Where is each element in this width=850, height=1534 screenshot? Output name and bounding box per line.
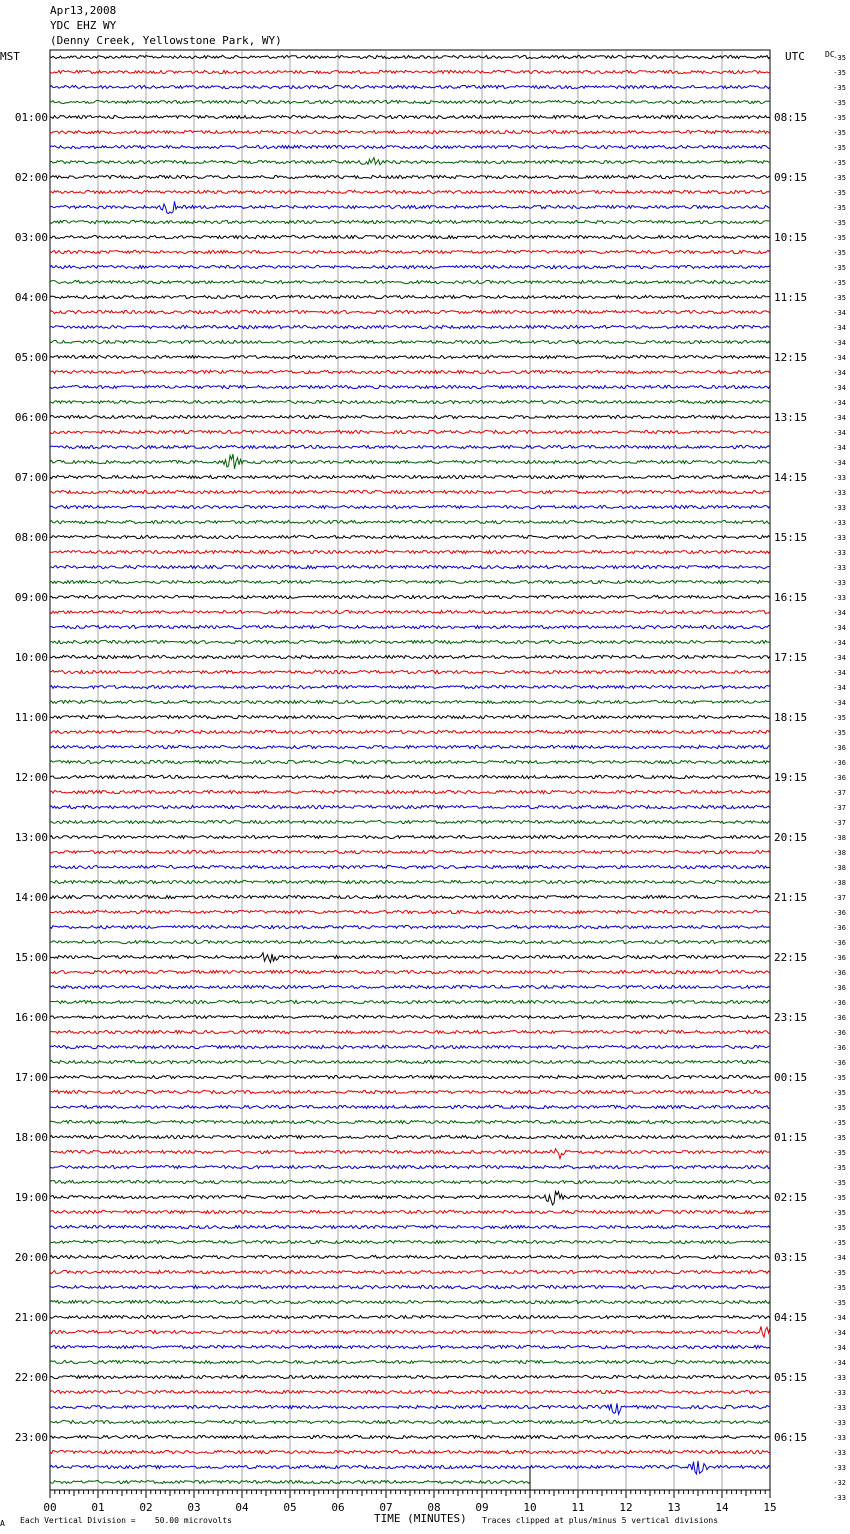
trace-line (50, 265, 770, 268)
trace-line (50, 430, 770, 433)
utc-time-label: 20:15 (774, 831, 808, 844)
dc-offset-label: -35 (833, 1209, 846, 1217)
trace-line (50, 235, 770, 238)
trace-line (50, 280, 770, 283)
trace-line (50, 475, 770, 478)
trace-line (50, 340, 770, 343)
dc-offset-label: -34 (833, 1254, 846, 1262)
trace-line (50, 730, 770, 733)
utc-time-label: 12:15 (774, 351, 808, 364)
plot-date: Apr13,2008 (50, 4, 117, 17)
trace-line (50, 595, 770, 598)
mst-axis-title: MST (0, 50, 20, 63)
trace-line (50, 1326, 770, 1337)
dc-offset-label: -33 (833, 1404, 846, 1412)
dc-offset-label: -33 (833, 504, 846, 512)
dc-offset-label: -33 (833, 1449, 846, 1457)
utc-time-label: 17:15 (774, 651, 808, 664)
trace-line (50, 625, 770, 628)
mst-time-label: 23:00 (14, 1431, 48, 1444)
x-tick-label: 10 (523, 1501, 537, 1514)
dc-offset-label: -34 (833, 309, 846, 317)
dc-offset-label: -36 (833, 759, 846, 767)
dc-offset-label: -35 (833, 1194, 846, 1202)
dc-offset-label: -34 (833, 624, 846, 632)
dc-offset-label: -34 (833, 1344, 846, 1352)
utc-time-label: 03:15 (774, 1251, 808, 1264)
utc-time-label: 00:15 (774, 1071, 808, 1084)
dc-offset-label: -38 (833, 864, 846, 872)
trace-line (50, 400, 770, 403)
trace-line (50, 715, 770, 718)
mst-time-label: 21:00 (14, 1311, 48, 1324)
utc-time-label: 02:15 (774, 1191, 808, 1204)
dc-offset-label: -35 (833, 1134, 846, 1142)
dc-offset-label: -34 (833, 699, 846, 707)
mst-time-label: 02:00 (14, 171, 48, 184)
dc-offset-label: -35 (833, 1164, 846, 1172)
dc-offset-label: -35 (833, 144, 846, 152)
mst-time-label: 13:00 (14, 831, 48, 844)
utc-time-label: 06:15 (774, 1431, 808, 1444)
mst-time-label: 14:00 (14, 891, 48, 904)
trace-line (50, 145, 770, 148)
trace-line (50, 1120, 770, 1123)
x-tick-label: 01 (91, 1501, 105, 1514)
utc-time-label: 04:15 (774, 1311, 808, 1324)
trace-line (50, 454, 770, 469)
trace-line (50, 1210, 770, 1213)
dc-offset-label: -35 (833, 84, 846, 92)
trace-line (50, 201, 770, 213)
mst-time-label: 08:00 (14, 531, 48, 544)
mst-time-label: 17:00 (14, 1071, 48, 1084)
mst-time-label: 01:00 (14, 111, 48, 124)
x-tick-label: 02 (139, 1501, 153, 1514)
utc-time-label: 09:15 (774, 171, 808, 184)
dc-offset-title: DC (825, 50, 835, 59)
trace-line (50, 640, 770, 643)
clip-note: Traces clipped at plus/minus 5 vertical divisions (482, 1516, 719, 1525)
trace-line (50, 1240, 770, 1243)
trace-line (50, 880, 770, 883)
trace-line (50, 130, 770, 133)
utc-axis-title: UTC (785, 50, 805, 63)
x-tick-label: 12 (619, 1501, 633, 1514)
dc-offset-label: -35 (833, 174, 846, 182)
utc-time-label: 21:15 (774, 891, 808, 904)
dc-offset-label: -35 (833, 54, 846, 62)
utc-time-label: 01:15 (774, 1131, 808, 1144)
trace-line (50, 940, 770, 943)
trace-line (50, 985, 770, 988)
trace-line (50, 85, 770, 88)
trace-line (50, 1000, 770, 1003)
utc-time-label: 23:15 (774, 1011, 808, 1024)
dc-offset-label: -36 (833, 1014, 846, 1022)
dc-offset-label: -38 (833, 849, 846, 857)
trace-line (50, 685, 770, 688)
trace-line (50, 745, 770, 748)
x-tick-label: 00 (43, 1501, 57, 1514)
trace-line (50, 175, 770, 178)
dc-offset-label: -34 (833, 399, 846, 407)
utc-time-label: 11:15 (774, 291, 808, 304)
dc-offset-label: -35 (833, 1269, 846, 1277)
x-tick-label: 05 (283, 1501, 297, 1514)
trace-line (50, 1045, 770, 1048)
dc-offset-label: -36 (833, 999, 846, 1007)
trace-line (50, 925, 770, 928)
mst-time-label: 15:00 (14, 951, 48, 964)
trace-line (50, 1403, 770, 1414)
dc-offset-label: -37 (833, 819, 846, 827)
dc-offset-label: -35 (833, 1089, 846, 1097)
dc-offset-label: -35 (833, 234, 846, 242)
x-tick-label: 09 (475, 1501, 489, 1514)
dc-offset-label: -34 (833, 1329, 846, 1337)
dc-offset-label: -34 (833, 669, 846, 677)
dc-offset-label: -36 (833, 969, 846, 977)
trace-line (50, 535, 770, 538)
trace-line (50, 910, 770, 913)
dc-offset-label: -35 (833, 1104, 846, 1112)
dc-offset-label: -34 (833, 369, 846, 377)
trace-line (50, 970, 770, 973)
mst-time-label: 03:00 (14, 231, 48, 244)
trace-line (50, 1075, 770, 1078)
dc-offset-label: -35 (833, 279, 846, 287)
mst-time-label: 12:00 (14, 771, 48, 784)
dc-offset-label: -33 (833, 1374, 846, 1382)
mst-time-label: 11:00 (14, 711, 48, 724)
trace-line (50, 385, 770, 388)
dc-offset-label: -34 (833, 1359, 846, 1367)
dc-offset-label: -36 (833, 939, 846, 947)
trace-line (50, 835, 770, 838)
dc-offset-label: -35 (833, 99, 846, 107)
utc-time-label: 13:15 (774, 411, 808, 424)
dc-offset-label: -33 (833, 549, 846, 557)
trace-line (50, 520, 770, 523)
dc-offset-label: -34 (833, 414, 846, 422)
trace-line (50, 158, 770, 165)
trace-line (50, 1135, 770, 1138)
dc-offset-label: -33 (833, 534, 846, 542)
dc-offset-label: -34 (833, 324, 846, 332)
trace-line (50, 325, 770, 328)
dc-offset-label: -33 (833, 519, 846, 527)
trace-line (50, 1420, 770, 1423)
trace-line (50, 415, 770, 418)
x-tick-label: 06 (331, 1501, 345, 1514)
mst-time-label: 22:00 (14, 1371, 48, 1384)
dc-offset-label: -36 (833, 774, 846, 782)
trace-line (50, 55, 770, 58)
mst-time-label: 07:00 (14, 471, 48, 484)
trace-line (50, 1375, 770, 1378)
utc-time-label: 08:15 (774, 111, 808, 124)
dc-offset-label: -36 (833, 984, 846, 992)
utc-time-label: 16:15 (774, 591, 808, 604)
dc-offset-label: -34 (833, 444, 846, 452)
dc-offset-label: -34 (833, 654, 846, 662)
dc-offset-label: -36 (833, 1044, 846, 1052)
dc-offset-label: -34 (833, 339, 846, 347)
trace-line (50, 190, 770, 193)
trace-line (50, 295, 770, 298)
x-tick-label: 04 (235, 1501, 249, 1514)
trace-line (50, 1030, 770, 1033)
dc-offset-label: -34 (833, 429, 846, 437)
trace-line (50, 115, 770, 118)
trace-line (50, 805, 770, 808)
dc-offset-label: -33 (833, 474, 846, 482)
trace-line (50, 1180, 770, 1183)
dc-offset-label: -35 (833, 1179, 846, 1187)
utc-time-label: 15:15 (774, 531, 808, 544)
trace-line (50, 865, 770, 868)
dc-offset-label: -35 (833, 204, 846, 212)
dc-offset-label: -35 (833, 714, 846, 722)
dc-offset-label: -38 (833, 879, 846, 887)
dc-offset-label: -35 (833, 264, 846, 272)
trace-line (50, 550, 770, 553)
dc-offset-label: -35 (833, 219, 846, 227)
dc-offset-label: -37 (833, 894, 846, 902)
utc-time-label: 05:15 (774, 1371, 808, 1384)
dc-offset-label: -34 (833, 1314, 846, 1322)
mst-time-label: 10:00 (14, 651, 48, 664)
trace-line (50, 70, 770, 73)
dc-offset-label: -33 (833, 1434, 846, 1442)
trace-line (50, 565, 770, 568)
dc-offset-label: -32 (833, 1479, 846, 1487)
trace-line (50, 1300, 770, 1303)
mst-time-label: 04:00 (14, 291, 48, 304)
dc-offset-label: -35 (833, 1239, 846, 1247)
trace-line (50, 1461, 770, 1474)
trace-line (50, 220, 770, 223)
trace-line (50, 1285, 770, 1288)
dc-offset-label: -35 (833, 1074, 846, 1082)
trace-line (50, 1105, 770, 1108)
trace-line (50, 1165, 770, 1168)
mst-time-label: 05:00 (14, 351, 48, 364)
station-location: (Denny Creek, Yellowstone Park, WY) (50, 34, 282, 47)
dc-offset-label: -36 (833, 1029, 846, 1037)
trace-line (50, 580, 770, 583)
dc-offset-label: -35 (833, 1149, 846, 1157)
dc-offset-label: -34 (833, 684, 846, 692)
dc-offset-label: -35 (833, 249, 846, 257)
dc-offset-label: -35 (833, 1119, 846, 1127)
x-tick-label: 03 (187, 1501, 201, 1514)
dc-offset-label: -38 (833, 834, 846, 842)
dc-offset-label: -36 (833, 744, 846, 752)
trace-line (50, 1090, 770, 1093)
mst-time-label: 16:00 (14, 1011, 48, 1024)
x-tick-label: 11 (571, 1501, 585, 1514)
trace-line (50, 250, 770, 253)
dc-offset-label: -35 (833, 1299, 846, 1307)
utc-time-label: 14:15 (774, 471, 808, 484)
x-tick-label: 15 (763, 1501, 777, 1514)
dc-offset-label: -35 (833, 189, 846, 197)
mst-time-label: 09:00 (14, 591, 48, 604)
utc-time-label: 22:15 (774, 951, 808, 964)
trace-line (50, 820, 770, 823)
dc-offset-label: -33 (833, 594, 846, 602)
dc-offset-label: -33 (833, 489, 846, 497)
trace-line (50, 953, 770, 963)
trace-line (50, 1060, 770, 1063)
trace-line (50, 700, 770, 703)
dc-offset-label: -34 (833, 384, 846, 392)
trace-line (50, 445, 770, 448)
dc-offset-label: -36 (833, 909, 846, 917)
mst-time-label: 18:00 (14, 1131, 48, 1144)
trace-line (50, 1345, 770, 1348)
dc-offset-label: -35 (833, 69, 846, 77)
trace-line (50, 1450, 770, 1453)
x-tick-label: 07 (379, 1501, 393, 1514)
utc-time-label: 18:15 (774, 711, 808, 724)
trace-line (50, 1435, 770, 1438)
dc-offset-label: -33 (833, 1389, 846, 1397)
trace-line (50, 760, 770, 763)
trace-line (50, 1149, 770, 1159)
dc-offset-label: -37 (833, 789, 846, 797)
trace-line (50, 775, 770, 778)
trace-line (50, 370, 770, 373)
x-axis-title: TIME (MINUTES) (374, 1512, 467, 1525)
trace-line (50, 850, 770, 853)
dc-offset-label: -33 (833, 564, 846, 572)
trace-line (50, 670, 770, 673)
dc-offset-label: -33 (833, 1419, 846, 1427)
trace-line (50, 310, 770, 313)
trace-line (50, 655, 770, 658)
dc-offset-label: -36 (833, 924, 846, 932)
utc-time-label: 19:15 (774, 771, 808, 784)
trace-line (50, 1192, 770, 1205)
mst-time-label: 20:00 (14, 1251, 48, 1264)
dc-offset-label: -36 (833, 1059, 846, 1067)
trace-line (50, 1225, 770, 1228)
dc-offset-label: -37 (833, 804, 846, 812)
dc-offset-label: -35 (833, 1284, 846, 1292)
trace-line (50, 1015, 770, 1018)
mst-time-label: 06:00 (14, 411, 48, 424)
trace-line (50, 790, 770, 793)
dc-offset-label: -33 (833, 1464, 846, 1472)
dc-offset-label: -34 (833, 354, 846, 362)
trace-line (50, 1255, 770, 1258)
x-tick-label: 13 (667, 1501, 681, 1514)
scale-mark: A (0, 1519, 5, 1528)
dc-offset-label: -33 (833, 579, 846, 587)
trace-line (50, 490, 770, 493)
dc-offset-label: -35 (833, 129, 846, 137)
scale-note: Each Vertical Division = 50.00 microvolts (20, 1516, 232, 1525)
dc-offset-label: -35 (833, 114, 846, 122)
trace-line (50, 1360, 770, 1363)
dc-offset-label: -35 (833, 159, 846, 167)
dc-offset-label: -33 (833, 1494, 846, 1502)
dc-offset-label: -35 (833, 294, 846, 302)
trace-line (50, 610, 770, 613)
mst-time-label: 19:00 (14, 1191, 48, 1204)
dc-offset-label: -35 (833, 1224, 846, 1232)
trace-line (50, 1315, 770, 1318)
station-code: YDC EHZ WY (50, 19, 117, 32)
trace-line (50, 1270, 770, 1273)
x-tick-label: 14 (715, 1501, 729, 1514)
x-tick-label: 08 (427, 1501, 441, 1514)
dc-offset-label: -35 (833, 729, 846, 737)
trace-line (50, 1390, 770, 1393)
trace-line (50, 895, 770, 898)
trace-line (50, 505, 770, 508)
trace-line (50, 100, 770, 103)
dc-offset-label: -34 (833, 459, 846, 467)
dc-offset-label: -34 (833, 639, 846, 647)
utc-time-label: 10:15 (774, 231, 808, 244)
trace-line (50, 355, 770, 358)
dc-offset-label: -34 (833, 609, 846, 617)
dc-offset-label: -36 (833, 954, 846, 962)
